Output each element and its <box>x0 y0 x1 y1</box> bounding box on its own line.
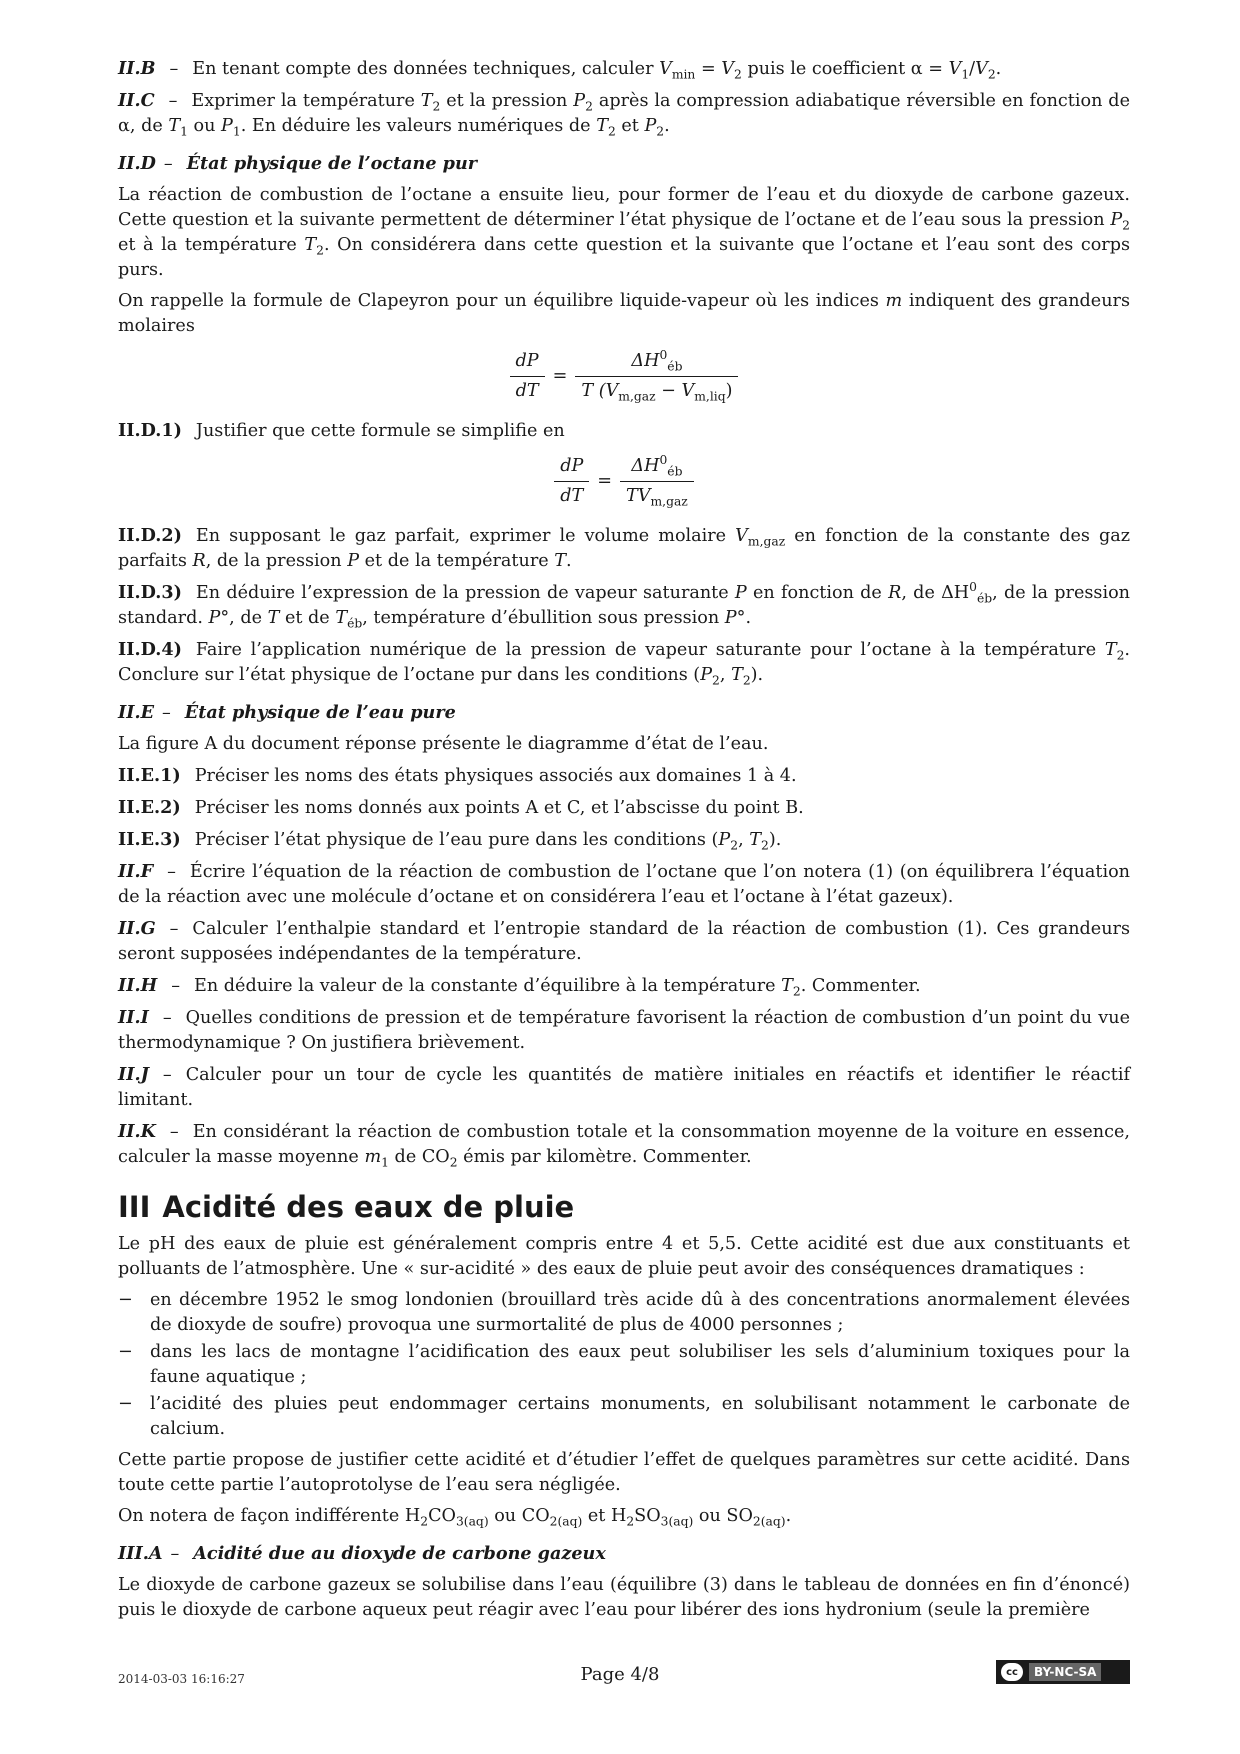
math: P° <box>208 608 230 628</box>
math: P <box>1110 210 1123 230</box>
math: m <box>885 291 903 311</box>
math: P <box>644 116 657 136</box>
subsection-title: Acidité due au dioxyde de carbone gazeux <box>193 1543 606 1564</box>
math: V <box>975 59 988 79</box>
paragraph: La figure A du document réponse présente le diagramme d’état de l’eau. <box>118 734 769 754</box>
text: dans les lacs de montagne l’acidification des eaux peut solubiliser les sels d’aluminium toxiques pour la faune aquatique ; <box>150 1342 1130 1387</box>
question-label: II.D.2) <box>118 525 182 546</box>
superscript: 0 <box>659 348 668 363</box>
superscript: 0 <box>969 580 977 595</box>
section-heading-III <box>118 1190 1130 1224</box>
text: En déduire l’expression de la pression de vapeur saturante <box>195 583 735 603</box>
question-II-D-1 <box>118 418 1130 444</box>
text: La réaction de combustion de l’octane a ensuite lieu, pour former de l’eau et du dioxyde de carbone gazeux. Cette question et la suivante permettent de déterminer l’état physique de l’octane et de l’eau sous la pression <box>118 185 1130 230</box>
question-II-E-3 <box>118 827 1130 853</box>
subscript: 2 <box>730 838 739 853</box>
dash: – <box>171 976 181 996</box>
math: P <box>718 830 731 850</box>
math: T <box>731 665 743 685</box>
dash: – <box>162 703 171 723</box>
footer-timestamp: 2014-03-03 16:16:27 <box>118 1672 245 1686</box>
subscript: 2 <box>316 243 324 258</box>
text: Calculer pour un tour de cycle les quantités de matière initiales en réactifs et identifier le réactif limitant. <box>118 1065 1130 1110</box>
question-label: II.E.2) <box>118 797 181 818</box>
equals-sign: = <box>552 366 568 386</box>
paragraph: Le dioxyde de carbone gazeux se solubilise dans l’eau (équilibre (3) dans le tableau de données en fin d’énoncé) puis le dioxyde de carbone aqueux peut réagir avec l’eau pour libérer des ions hydronium (seule la première <box>118 1575 1130 1620</box>
numerator: dP <box>510 349 545 377</box>
text: . <box>995 59 1002 79</box>
paragraph: Cette partie propose de justifier cette acidité et d’étudier l’effet de quelques paramètres sur cette acidité. Dans toute cette partie l’autoprotolyse de l’eau sera négligée. <box>118 1450 1130 1495</box>
subscript: 2 <box>1116 648 1125 663</box>
question-label: II.H <box>118 975 158 996</box>
text: l’acidité des pluies peut endommager certains monuments, en solubilisant notamment le carbonate de calcium. <box>150 1394 1130 1439</box>
question-label: II.D.4) <box>118 639 182 660</box>
list-item <box>118 1340 1130 1390</box>
math: V <box>948 59 962 79</box>
question-label: II.G <box>118 918 156 939</box>
denominator: dT <box>515 381 539 401</box>
paragraph <box>118 183 1130 283</box>
text: en fonction de la constante des gaz parfaits <box>118 526 1130 571</box>
text: . <box>785 1506 792 1526</box>
text: . <box>565 551 572 571</box>
text: Justifier que cette formule se simplifie en <box>195 421 565 441</box>
list-item <box>118 1392 1130 1442</box>
dash: – <box>162 1065 172 1085</box>
superscript: 0 <box>659 453 668 468</box>
subscript: 3(aq) <box>660 1514 694 1529</box>
denominator <box>575 377 738 404</box>
question-II-B <box>118 56 1130 82</box>
subscript: éb <box>347 616 363 631</box>
text: . On considérera dans cette question et la suivante que l’octane et l’eau sont des corps purs. <box>118 235 1131 280</box>
subscript: 2 <box>712 673 720 688</box>
math: V <box>735 526 748 546</box>
math: T <box>781 976 793 996</box>
text: Préciser les noms donnés aux points A et C, et l’abscisse du point B. <box>194 798 804 818</box>
text: Faire l’application numérique de la pression de vapeur saturante pour l’octane à la température <box>195 640 1105 660</box>
text: , de ΔH <box>901 583 970 603</box>
question-label: III.A <box>118 1543 163 1564</box>
text: Préciser les noms des états physiques associés aux domaines 1 à 4. <box>194 766 797 786</box>
subscript: 2 <box>734 67 742 82</box>
dash: – <box>167 862 176 882</box>
text: En considérant la réaction de combustion totale et la consommation moyenne de la voiture en essence, calculer la masse moyenne <box>118 1122 1130 1167</box>
text: , de <box>229 608 268 628</box>
fraction <box>510 349 545 404</box>
subscript: 2 <box>449 1155 458 1170</box>
subscript: m,gaz <box>747 534 786 549</box>
fraction <box>554 454 589 509</box>
dash: – <box>169 919 179 939</box>
text: et de la température <box>359 551 555 571</box>
text: / <box>969 59 976 79</box>
list-bullet: − <box>118 1290 133 1310</box>
question-label: II.E.3) <box>118 829 181 850</box>
question-label: II.D <box>118 153 156 174</box>
paragraph <box>118 1504 1130 1529</box>
subsection-heading-III-A <box>118 1541 1130 1567</box>
text: On notera de façon indifférente H <box>118 1506 421 1526</box>
page-content <box>118 56 1130 1629</box>
subscript: 3(aq) <box>455 1514 489 1529</box>
dash: – <box>169 1122 179 1142</box>
text: On rappelle la formule de Clapeyron pour un équilibre liquide-vapeur où les indices <box>118 291 886 311</box>
text: , <box>719 665 732 685</box>
question-label: II.C <box>118 90 155 111</box>
question-II-I <box>118 1005 1130 1056</box>
subscript: 1 <box>381 1155 389 1170</box>
text: en fonction de <box>746 583 889 603</box>
question-II-D-2 <box>118 523 1130 574</box>
subscript: éb <box>977 591 993 606</box>
section-number: III <box>118 1190 151 1224</box>
subscript: 1 <box>180 124 188 139</box>
subscript: éb <box>667 464 683 479</box>
subscript: m,gaz <box>650 494 688 509</box>
page-number: Page 4/8 <box>580 1664 660 1685</box>
question-II-H <box>118 973 1130 999</box>
question-II-F <box>118 859 1130 910</box>
question-label: II.D.3) <box>118 582 182 603</box>
text: Exprimer la température <box>191 91 421 111</box>
subscript: 2 <box>792 984 801 999</box>
question-label: II.D.1) <box>118 420 182 441</box>
text: après la compression adiabatique réversible en fonction de α, de <box>118 91 1130 136</box>
math: P <box>734 583 747 603</box>
text: , température d’ébullition sous pression <box>362 608 725 628</box>
question-label: II.E.1) <box>118 765 181 786</box>
text: En déduire la valeur de la constante d’équilibre à la température <box>194 976 782 996</box>
text: Préciser l’état physique de l’eau pure dans les conditions ( <box>194 830 719 850</box>
math: P <box>221 116 233 136</box>
numerator <box>620 454 694 482</box>
subsection-title: État physique de l’eau pure <box>184 702 456 723</box>
license-badge <box>996 1660 1130 1684</box>
text: . Conclure sur l’état physique de l’octane pur dans les conditions ( <box>118 640 1130 685</box>
text: En supposant le gaz parfait, exprimer le volume molaire <box>195 526 736 546</box>
math: T <box>1104 640 1117 660</box>
subscript: éb <box>667 359 683 374</box>
fraction <box>620 454 694 509</box>
text: . En déduire les valeurs numériques de <box>240 116 597 136</box>
math: R <box>888 583 902 603</box>
math: V <box>659 59 672 79</box>
subscript: 2 <box>585 99 593 114</box>
math: ΔH <box>631 351 660 371</box>
math: P <box>700 665 713 685</box>
text: et de <box>279 608 336 628</box>
math: T <box>304 235 317 255</box>
math: R <box>192 551 206 571</box>
fraction <box>575 349 738 404</box>
subscript: 2(aq) <box>752 1514 786 1529</box>
math: T <box>168 116 181 136</box>
numerator <box>575 349 738 377</box>
text: et à la température <box>118 235 305 255</box>
consequence-list <box>118 1288 1130 1442</box>
text: , de la pression <box>205 551 348 571</box>
question-label: II.K <box>118 1121 156 1142</box>
subscript: 2 <box>987 67 996 82</box>
text: ). <box>768 830 782 850</box>
subscript: 2 <box>1122 218 1130 233</box>
text: CO <box>428 1506 456 1526</box>
simplified-equation <box>118 454 1130 509</box>
dash: – <box>170 1544 180 1564</box>
question-II-D-3 <box>118 580 1130 631</box>
question-II-D-4 <box>118 637 1130 688</box>
question-II-C <box>118 88 1130 139</box>
text: = <box>695 59 722 79</box>
math: − V <box>655 381 695 401</box>
question-II-E-2 <box>118 795 1130 821</box>
question-label: II.B <box>118 58 156 79</box>
list-bullet: − <box>118 1342 133 1362</box>
paragraph <box>118 289 1130 339</box>
math: V <box>721 59 735 79</box>
math: TV <box>626 486 651 506</box>
text: , <box>738 830 750 850</box>
text: ou <box>187 116 222 136</box>
math: T (V <box>581 381 619 401</box>
math: P <box>347 551 360 571</box>
math: P <box>573 91 586 111</box>
clapeyron-equation <box>118 349 1130 404</box>
dash: – <box>168 91 178 111</box>
math: T <box>749 830 761 850</box>
text: , de la pression standard. <box>118 583 1130 628</box>
math: P° <box>724 608 746 628</box>
math: T <box>335 608 348 628</box>
paragraph: Le pH des eaux de pluie est généralement compris entre 4 et 5,5. Cette acidité est due aux constituants et polluants de l’atmosphère. Une « sur-acidité » des eaux de pluie peut avoir des conséquences dramatiques : <box>118 1234 1130 1279</box>
subscript: 2 <box>742 673 751 688</box>
text: et <box>615 116 645 136</box>
section-title: Acidité des eaux de pluie <box>162 1190 575 1224</box>
equals-sign: = <box>597 471 613 491</box>
question-II-E-1 <box>118 763 1130 789</box>
text: puis le coefficient α = <box>741 59 949 79</box>
text: En tenant compte des données techniques, calculer <box>192 59 660 79</box>
math: T <box>554 551 566 571</box>
dash: – <box>162 1008 172 1028</box>
denominator: dT <box>560 486 584 506</box>
list-item <box>118 1288 1130 1338</box>
list-bullet: − <box>118 1394 133 1414</box>
text: ). <box>750 665 764 685</box>
subscript: m,gaz <box>618 389 656 404</box>
denominator <box>620 482 694 509</box>
question-II-J <box>118 1062 1130 1113</box>
text: en décembre 1952 le smog londonien (brouillard très acide dû à des concentrations anormalement élevées de dioxyde de soufre) provoqua une surmortalité de plus de 4000 personnes ; <box>150 1290 1130 1335</box>
math: ) <box>725 381 733 401</box>
text: et la pression <box>440 91 574 111</box>
text: Écrire l’équation de la réaction de combustion de l’octane que l’on notera (1) (on équilibrera l’équation de la réaction avec une molécule d’octane et on considérera l’eau et l’octane à l’état gazeux). <box>118 862 1130 907</box>
question-label: II.E <box>118 702 154 723</box>
subscript: 1 <box>961 67 970 82</box>
numerator: dP <box>554 454 589 482</box>
question-label: II.I <box>118 1007 149 1028</box>
question-label: II.J <box>118 1064 149 1085</box>
dash: – <box>169 59 179 79</box>
text: indiquent des grandeurs molaires <box>118 291 1130 336</box>
subsection-heading-II-D <box>118 151 1130 177</box>
subscript: 2 <box>432 99 441 114</box>
math: ΔH <box>631 456 660 476</box>
text: émis par kilomètre. Commenter. <box>457 1147 752 1167</box>
text: et H <box>582 1506 627 1526</box>
subscript: min <box>671 67 696 82</box>
text: . <box>664 116 670 136</box>
license-text: BY-NC-SA <box>1029 1663 1101 1681</box>
subscript: m,liq <box>694 389 726 404</box>
text: . <box>745 608 752 628</box>
question-II-G <box>118 916 1130 967</box>
subscript: 2 <box>607 124 616 139</box>
text: Quelles conditions de pression et de température favorisent la réaction de combustion d’un point du vue thermodynamique ? On justifiera brièvement. <box>118 1008 1130 1053</box>
text: de CO <box>388 1147 450 1167</box>
question-label: II.F <box>118 861 154 882</box>
math: T <box>267 608 280 628</box>
subscript: 2 <box>656 124 665 139</box>
subsection-heading-II-E <box>118 700 1130 726</box>
math: T <box>420 91 433 111</box>
subscript: 2 <box>420 1514 429 1529</box>
cc-logo-icon: cc <box>1001 1663 1023 1681</box>
subscript: 2 <box>761 838 769 853</box>
subscript: 2(aq) <box>549 1514 583 1529</box>
text: . Commenter. <box>800 976 921 996</box>
subsection-title: État physique de l’octane pur <box>186 153 478 174</box>
math: T <box>596 116 608 136</box>
subscript: 1 <box>232 124 241 139</box>
text: Calculer l’enthalpie standard et l’entropie standard de la réaction de combustion (1). Ces grandeurs seront supposées indépendantes de la température. <box>118 919 1130 964</box>
subscript: 2 <box>626 1514 635 1529</box>
text: SO <box>634 1506 661 1526</box>
dash: – <box>163 154 173 174</box>
text: ou SO <box>693 1506 753 1526</box>
math: m <box>364 1147 382 1167</box>
question-II-K <box>118 1119 1130 1170</box>
text: ou CO <box>488 1506 550 1526</box>
